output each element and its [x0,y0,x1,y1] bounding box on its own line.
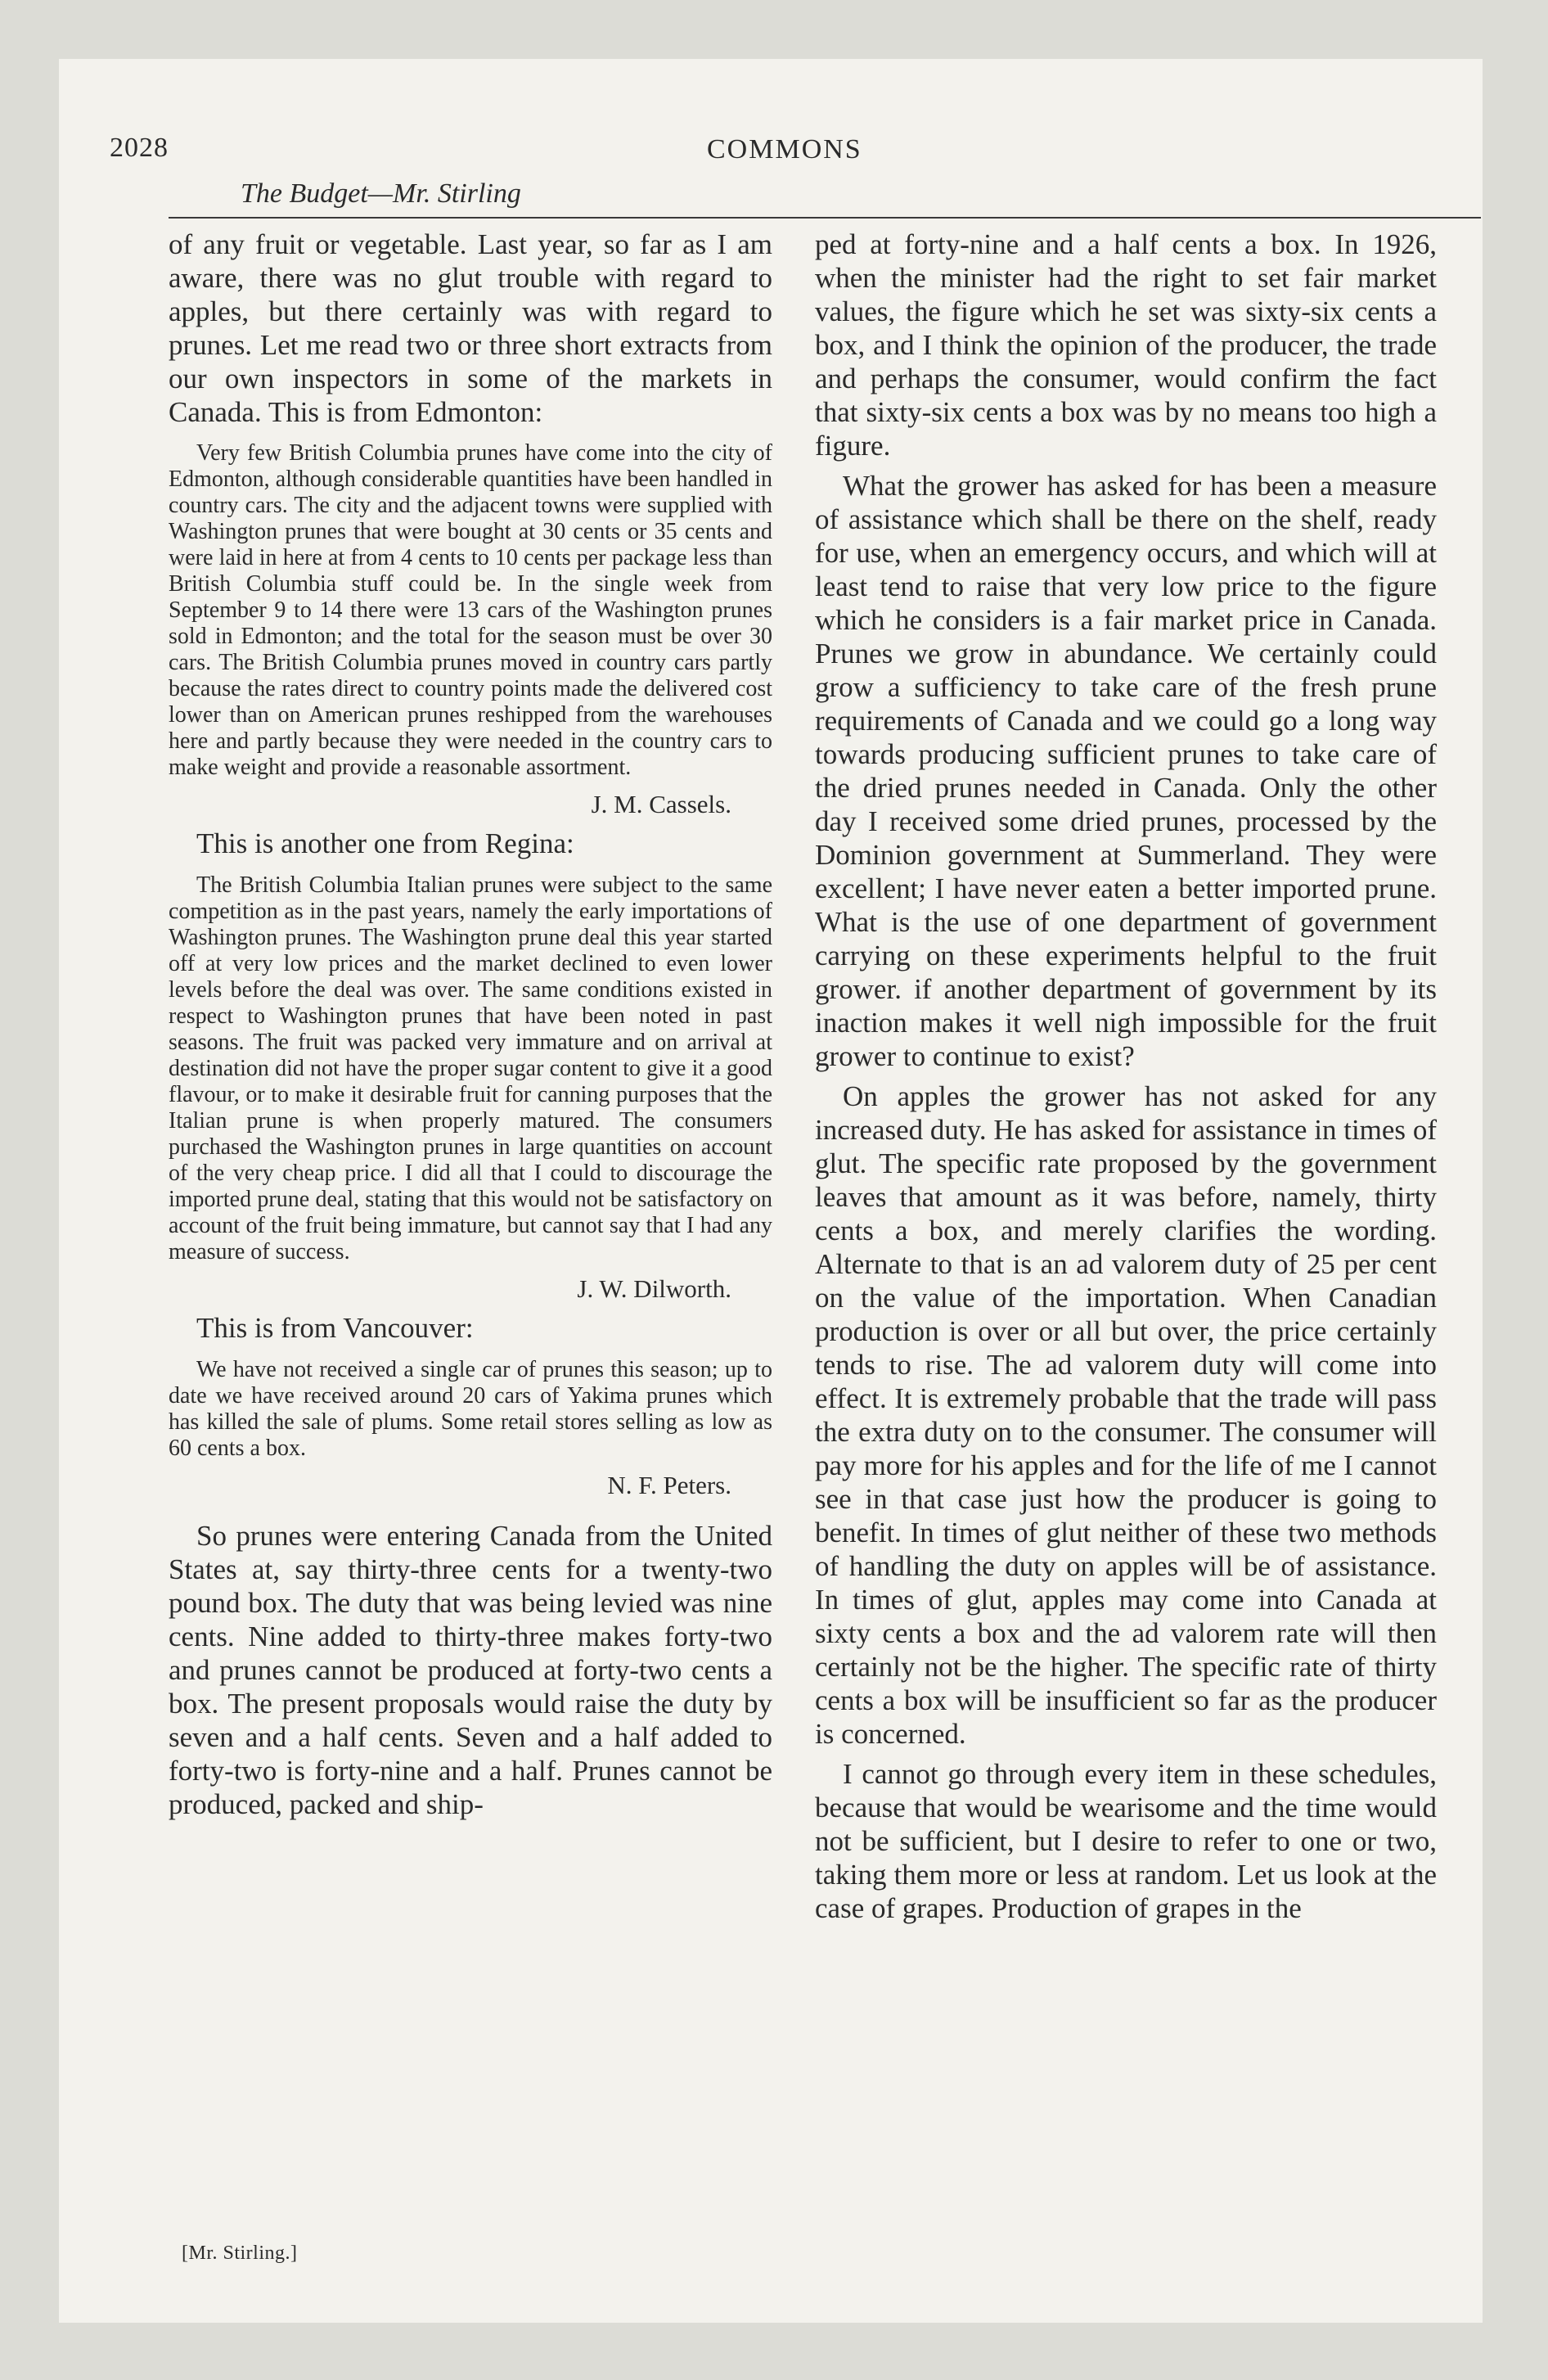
speaker-footer: [Mr. Stirling.] [182,2243,298,2264]
house-name: COMMONS [707,134,862,165]
intro-regina: This is another one from Regina: [196,827,574,859]
signature-peters: N. F. Peters. [607,1471,731,1499]
intro-vancouver: This is from Vancouver: [196,1312,474,1344]
paragraph: ped at forty-nine and a half cents a box. In 1926, when the minister had the right to set fair market values, the figure which he set was sixty-six cents a box, and I think the opinion of the producer, the trade and perhaps the consumer, would confirm the fact that sixty-six cents a box was by no means too high a figure. [815,228,1437,462]
paragraph: So prunes were entering Canada from the United States at, say thirty-three cents for a twenty-two pound box. The duty that was being levied was nine cents. Nine added to thirty-three makes forty-two and prunes cannot be produced at forty-two cents a box. The present proposals would raise the duty by seven and a half cents. Seven and a half added to forty-two is forty-nine and a half. Prunes cannot be produced, packed and ship- [169,1520,772,1820]
quote-vancouver: We have not received a single car of prunes this season; up to date we have received around 20 cars of Yakima prunes which has killed the sale of plums. Some retail stores selling as low as 60 cents a box. [169,1357,772,1461]
page-number: 2028 [110,133,169,163]
paragraph: What the grower has asked for has been a measure of assistance which shall be there on the shelf, ready for use, when an emergency occurs, and which will at least tend to raise that very low price to the figure which he considers is a fair market price in Canada. Prunes we grow in abundance. We certainly could grow a sufficiency to take care of the fresh prune requirements of Canada and we could go a long way towards producing sufficient prunes to take care of the dried prunes needed in Canada. Only the other day I received some dried prunes, processed by the Dominion government at Summerland. They were excellent; I have never eaten a better imported prune. What is the use of one department of government carrying on these experiments helpful to the fruit grower. if another department of government by its inaction makes it well nigh impossible for the fruit grower to continue to exist? [815,470,1437,1072]
left-column [169,228,772,1821]
paragraph: On apples the grower has not asked for any increased duty. He has asked for assistance in times of glut. The specific rate proposed by the government leaves that amount as it was before, namely, thirty cents a box, and merely clarifies the wording. Alternate to that is an ad valorem duty of 25 per cent on the value of the importation. When Canadian production is over or all but over, the price certainly tends to rise. The ad valorem duty will come into effect. It is extremely probable that the trade will pass the extra duty on to the consumer. The consumer will pay more for his apples and for the life of me I cannot see in that case just how the producer is going to benefit. In times of glut neither of these two methods of handling the duty on apples will be of assistance. In times of glut, apples may come into Canada at sixty cents a box and the ad valorem rate will then certainly not be the higher. The specific rate of thirty cents a box will be insufficient so far as the producer is concerned. [815,1080,1437,1750]
running-title: The Budget—Mr. Stirling [241,178,521,209]
paragraph: of any fruit or vegetable. Last year, so far as I am aware, there was no glut trouble with regard to apples, but there certainly was with regard to prunes. Let me read two or three short extracts from our own inspectors in some of the markets in Canada. This is from Edmonton: [169,228,772,428]
paragraph: I cannot go through every item in these schedules, because that would be wearisome and the time would not be sufficient, but I desire to refer to one or two, taking them more or less at random. Let us look at the case of grapes. Production of grapes in the [815,1758,1437,1924]
signature-dilworth: J. W. Dilworth. [577,1274,731,1303]
header-rule [169,217,1481,219]
quote-edmonton: Very few British Columbia prunes have come into the city of Edmonton, although considerable quantities have been handled in country cars. The city and the adjacent towns were supplied with Washington prunes that were bought at 30 cents or 35 cents and were laid in here at from 4 cents to 10 cents per package less than British Columbia stuff could be. In the single week from September 9 to 14 there were 13 cars of the Washington prunes sold in Edmonton; and the total for the season must be over 30 cars. The British Columbia prunes moved in country cars partly because the rates direct to country points made the delivered cost lower than on American prunes reshipped from the warehouses here and partly because they were needed in the country cars to make weight and provide a reasonable assortment. [169,440,772,780]
right-column [815,228,1437,1925]
quote-regina: The British Columbia Italian prunes were subject to the same competition as in the past years, namely the early importations of Washington prunes. The Washington prune deal this year started off at very low prices and the market declined to even lower levels before the deal was over. The same conditions existed in respect to Washington prunes that have been noted in past seasons. The fruit was packed very immature and on arrival at destination did not have the proper sugar content to give it a good flavour, or to make it desirable fruit for canning purposes that the Italian prune is when properly matured. The consumers purchased the Washington prunes in large quantities on account of the very cheap price. I did all that I could to discourage the imported prune deal, stating that this would not be satisfactory on account of the fruit being immature, but cannot say that I had any measure of success. [169,872,772,1264]
signature-cassels: J. M. Cassels. [591,790,731,818]
page-header [110,74,1422,213]
